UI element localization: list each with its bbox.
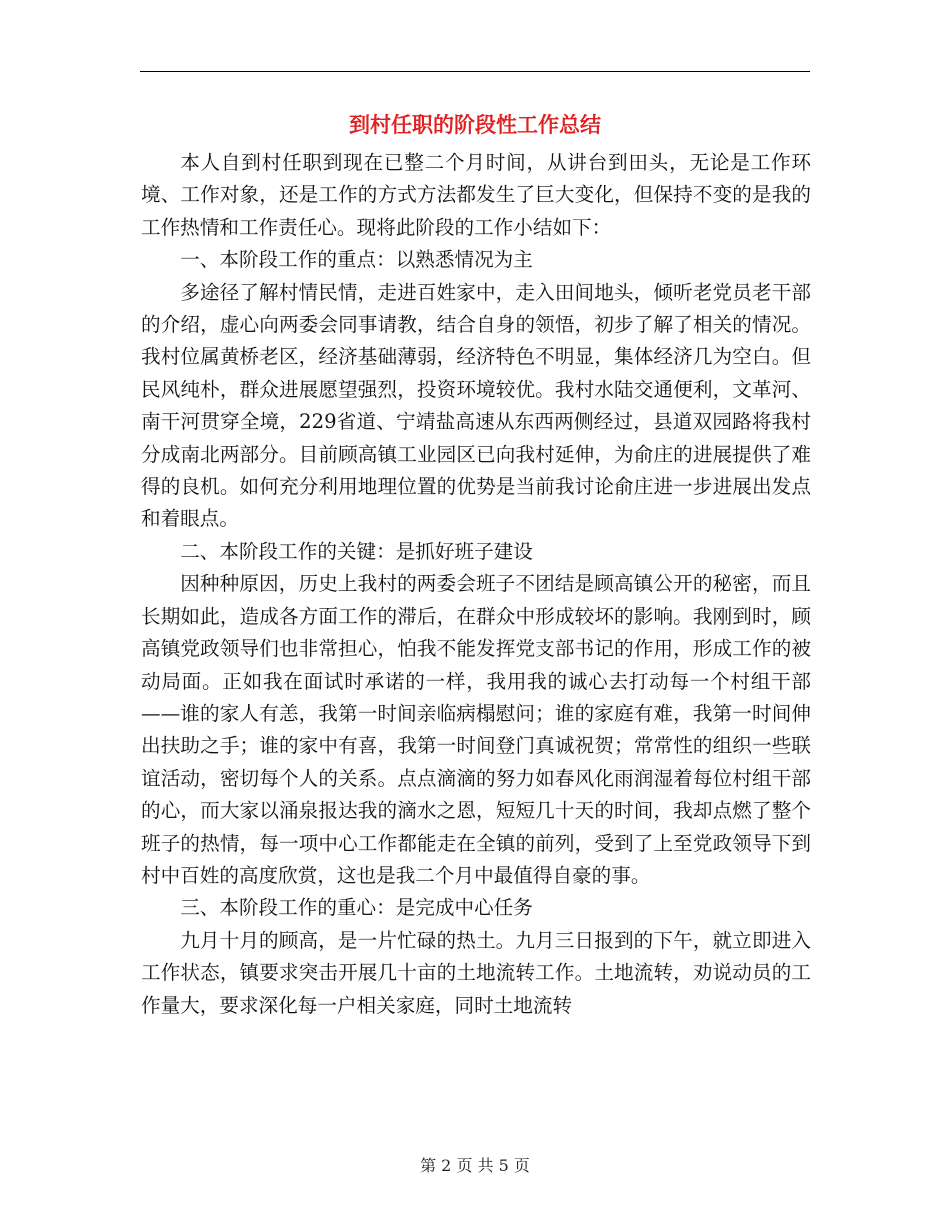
document-body	[141, 147, 811, 1022]
section-heading: 二、本阶段工作的关键：是抓好班子建设	[180, 539, 533, 563]
paragraph: 因种种原因，历史上我村的两委会班子不团结是顾高镇公开的秘密，而且长期如此，造成各方面工作的滞后，在群众中形成较坏的影响。我刚到时，顾高镇党政领导们也非常担心，怕我不能发挥党支部书记的作用，形成工作的被动局面。正如我在面试时承诺的一样，我用我的诚心去打动每一个村组干部——谁的家人有恙，我第一时间亲临病榻慰问；谁的家庭有难，我第一时间伸出扶助之手；谁的家中有喜，我第一时间登门真诚祝贺；常常性的组织一些联谊活动，密切每个人的关系。点点滴滴的努力如春风化雨润湿着每位村组干部的心，而大家以涌泉报达我的滴水之恩，短短几十天的时间，我却点燃了整个班子的热情，每一项中心工作都能走在全镇的前列，受到了上至党政领导下到村中百姓的高度欣赏，这也是我二个月中最值得自豪的事。	[141, 572, 811, 887]
section-heading: 一、本阶段工作的重点：以熟悉情况为主	[180, 248, 533, 272]
section-heading: 三、本阶段工作的重心：是完成中心任务	[180, 896, 533, 920]
header-rule	[140, 71, 810, 72]
paragraph: 本人自到村任职到现在已整二个月时间，从讲台到田头，无论是工作环境、工作对象，还是工作的方式方法都发生了巨大变化，但保持不变的是我的工作热情和工作责任心。现将此阶段的工作小结如下：	[141, 151, 811, 239]
paragraph: 多途径了解村情民情，走进百姓家中，走入田间地头，倾听老党员老干部的介绍，虚心向两委会同事请教，结合自身的领悟，初步了解了相关的情况。我村位属黄桥老区，经济基础薄弱，经济特色不明显，集体经济几为空白。但民风纯朴，群众进展愿望强烈，投资环境较优。我村水陆交通便利，文革河、南干河贯穿全境，229省道、宁靖盐高速从东西两侧经过，县道双园路将我村分成南北两部分。目前顾高镇工业园区已向我村延伸，为俞庄的进展提供了难得的良机。如何充分利用地理位置的优势是当前我讨论俞庄进一步进展出发点和着眼点。	[141, 280, 811, 531]
paragraph: 九月十月的顾高，是一片忙碌的热土。九月三日报到的下午，就立即进入工作状态，镇要求突击开展几十亩的土地流转工作。土地流转，劝说动员的工作量大，要求深化每一户相关家庭，同时土地流转	[141, 928, 811, 1017]
page-number: 第 2 页 共 5 页	[420, 1156, 530, 1175]
document-title: 到村任职的阶段性工作总结	[349, 112, 601, 137]
